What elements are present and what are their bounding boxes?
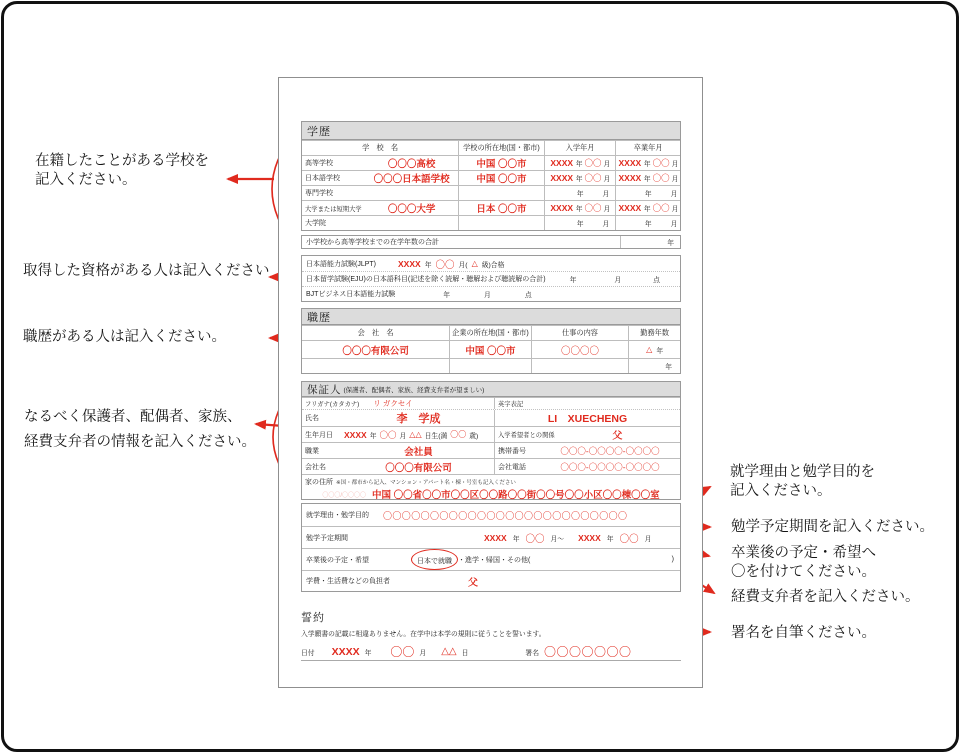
day-unit: 日 [461,649,469,657]
year-unit: 年 [665,364,672,371]
col-header-job: 仕事の内容 [531,326,628,340]
signature-value: 〇〇〇〇〇〇〇 [544,645,632,659]
year-unit: 年 [369,432,377,440]
annotation-line: 取得した資格がある人は記入ください [23,263,270,279]
annotation-line: 記入ください。 [730,482,832,499]
annotation-line: 職歴がある人は記入ください。 [23,329,226,345]
company-location-value: 中国 〇〇市 [465,345,516,357]
month-unit: 月 [602,191,610,198]
table-row [302,358,680,373]
total-years-unit: 年 [620,236,680,248]
table-row [302,340,680,358]
grad-month: 〇〇 [652,173,670,183]
period-row [302,526,680,548]
month-from-unit: 月～ [550,535,565,543]
col-header-school-location: 学校の所在地(国・都市) [458,141,544,155]
year-unit: 年 [512,535,520,543]
month-unit: 月 [614,277,622,284]
month-unit: 月 [671,176,679,183]
section-title-work: 職歴 [302,309,680,325]
entry-month: 〇〇 [584,173,602,183]
guarantor-company-label: 会社名 [305,463,326,471]
address-value: 中国 〇〇省〇〇市〇〇区〇〇路〇〇街〇〇号〇〇小区〇〇棟〇〇室 [372,490,660,501]
row-label: 高等学校 [305,160,333,167]
total-years-row [301,235,681,249]
reason-row [302,504,680,526]
pledge-date-row [301,643,681,661]
application-form-page [278,77,703,688]
year-unit: 年 [575,161,583,168]
annotation-line: 署名を自筆ください。 [731,625,876,641]
year-unit: 年 [644,221,652,228]
col-header-company: 会 社 名 [357,328,394,337]
point-unit: 点 [653,277,660,284]
roman-label: 英字表記 [497,401,524,408]
table-row [302,185,680,200]
annotation-line: 経費支弁者を記入ください。 [731,589,920,605]
company-value: 〇〇〇有限公司 [342,345,409,357]
year-unit: 年 [656,347,664,355]
year-unit: 年 [643,206,651,213]
month-unit: 月 [602,221,610,228]
after-graduation-row [302,548,680,570]
section-guarantor [301,381,681,500]
year-unit: 年 [443,292,451,299]
guarantor-roman-value: LI XUECHENG [547,412,628,425]
annotation-payer [731,588,920,607]
mobile-label: 携帯番号 [497,447,526,455]
month-unit: 月 [399,432,407,440]
row-label: 大学または短期大学 [305,205,362,213]
month-unit: 月 [484,292,491,299]
year-unit: 年 [424,261,432,269]
address-row [302,474,680,499]
year-unit: 年 [575,206,583,213]
birth-age: 〇〇 [450,430,467,439]
annotation-line: 在籍したことがある学校を [35,153,209,169]
annotation-guarantor [24,405,256,455]
birth-year: XXXX [344,429,367,440]
payer-label: 学費・生活費などの負担者 [306,578,390,585]
eju-row [302,271,680,286]
years-value: △ [646,345,653,354]
grad-year: XXXX [618,203,642,213]
col-header-school-name: 学 校 名 [362,143,399,152]
birth-age-close: 歳) [469,432,479,440]
entry-year: XXXX [550,158,574,168]
table-row [302,155,680,170]
bjt-row [302,286,680,301]
col-header-grad-date: 卒業年月 [615,141,680,155]
school-location-value: 中国 〇〇市 [476,159,527,170]
jlpt-row [302,256,680,271]
table-row [302,200,680,215]
relation-value: 父 [612,431,623,442]
pledge-text: 入学願書の記載に相違ありません。在学中は本学の規則に従うことを誓います。 [301,631,546,638]
annotation-line: 勉学予定期間を記入ください。 [731,519,934,535]
year-unit: 年 [643,161,651,168]
col-header-company-location: 企業の所在地(国・都市) [449,326,531,340]
grad-month: 〇〇 [652,158,670,168]
entry-month: 〇〇 [584,203,602,213]
pledge-title: 誓約 [301,612,325,624]
month-unit: 月 [670,221,678,228]
jlpt-paren: 月( [458,261,468,269]
address-faint-hint: 〇〇〇/〇〇〇〇 [322,492,367,499]
reason-value: 〇〇〇〇〇〇〇〇〇〇〇〇〇〇〇〇〇〇〇〇〇〇〇〇〇〇 [383,510,628,521]
month-unit: 月 [603,206,611,213]
pledge-day: △△ [441,646,457,657]
birth-age-open: 日生(満 [424,432,448,440]
grad-year: XXXX [618,173,642,183]
col-header-entry-date: 入学年月 [544,141,616,155]
after-label: 卒業後の予定・希望 [306,556,369,564]
annotation-line: 就学理由と勉学目的を [730,464,875,480]
pledge-month: 〇〇 [390,645,415,659]
row-label: 専門学校 [305,190,333,197]
after-options: ・進学・帰国・その他( [458,556,531,564]
section-academic-history [301,121,681,231]
month-unit: 月 [603,161,611,168]
school-name-value: 〇〇〇日本語学校 [373,174,450,185]
jlpt-pass: 級)合格 [481,261,505,269]
guarantor-name-value: 李 学成 [396,413,441,425]
jlpt-year: XXXX [398,258,421,269]
annotation-line: 経費支弁者の情報を記入ください。 [24,433,256,450]
period-from-year: XXXX [484,532,507,543]
month-unit: 月 [670,191,678,198]
month-unit: 月 [644,535,652,543]
period-label: 勉学予定期間 [306,534,348,542]
school-location-value: 日本 〇〇市 [476,204,527,215]
annotation-reason [730,463,875,500]
relation-label: 入学希望者との関係 [497,432,555,439]
mobile-value: 〇〇〇-〇〇〇〇-〇〇〇〇 [560,445,660,456]
jlpt-level: △ [471,259,478,268]
school-name-value: 〇〇〇高校 [387,159,436,170]
payer-row [302,570,680,591]
annotation-line: 卒業後の予定・希望へ [731,545,876,561]
year-unit: 年 [643,176,651,183]
address-label: 家の住所 [305,479,333,486]
period-to-month: 〇〇 [619,533,639,545]
occupation-label: 職業 [305,447,319,455]
year-unit: 年 [576,191,584,198]
entry-month: 〇〇 [584,158,602,168]
year-unit: 年 [644,191,652,198]
tel-label: 会社電話 [497,463,526,471]
total-years-label: 小学校から高等学校までの在学年数の合計 [306,239,439,246]
after-paren-close: ) [671,556,674,563]
annotation-after-graduation [731,544,876,581]
section-study-plan [301,503,681,592]
row-label: 日本語学校 [305,175,340,182]
tel-value: 〇〇〇-〇〇〇〇-〇〇〇〇 [560,461,660,472]
reason-label: 就学理由・勉学目的 [306,512,369,519]
annotation-line: なるべく保護者、配偶者、家族、 [24,409,242,425]
pledge-year: XXXX [331,645,360,658]
furigana-value: リ ガクセイ [373,399,413,408]
after-circled-choice: 日本で就職 [417,558,452,565]
section-pledge [301,609,681,661]
col-header-years: 勤務年数 [628,326,680,340]
job-content-value: 〇〇〇〇 [561,345,600,357]
table-row [302,170,680,185]
occupation-value: 会社員 [404,446,433,458]
annotation-school-history [35,152,209,189]
grad-month: 〇〇 [652,203,670,213]
bjt-label: BJTビジネス日本語能力試験 [306,291,396,298]
section-title-guarantor: 保証人 [307,383,342,396]
period-from-month: 〇〇 [525,533,545,545]
year-unit: 年 [575,176,583,183]
section-title-academic: 学歴 [302,122,680,140]
guarantor-title-note: (保護者、配偶者、家族、経費支弁者が望ましい) [343,386,485,394]
month-unit: 月 [603,176,611,183]
jlpt-month: 〇〇 [435,259,455,271]
year-unit: 年 [606,535,614,543]
year-unit: 年 [576,221,584,228]
entry-year: XXXX [550,203,574,213]
annotation-line: 記入ください。 [35,171,137,188]
grad-year: XXXX [618,158,642,168]
month-unit: 月 [671,161,679,168]
payer-value: 父 [468,577,478,589]
guarantor-company-value: 〇〇〇有限公司 [385,462,452,474]
year-unit: 年 [569,277,577,284]
year-unit: 年 [364,649,372,657]
jlpt-label: 日本語能力試験(JLPT) [306,260,376,268]
birth-label: 生年月日 [305,431,333,439]
annotation-line: 〇を付けてください。 [731,563,876,580]
eju-label: 日本留学試験(EJU)の日本語科目(記述を除く読解・聴解および聴読解の合計) [306,276,546,283]
annotation-qualifications [23,262,270,281]
school-location-value: 中国 〇〇市 [476,174,527,185]
name-label: 氏名 [305,415,319,422]
annotation-period [731,518,934,537]
entry-year: XXXX [550,173,574,183]
point-unit: 点 [524,292,532,299]
signature-label: 署名 [525,649,539,657]
birth-month: 〇〇 [379,429,397,440]
furigana-label: フリガナ(カタカナ) [305,401,360,408]
annotation-work-history [23,328,226,347]
date-label: 日付 [301,649,315,657]
section-qualifications [301,255,681,302]
address-note: ※国・都市から記入、マンション・アパート名・棟・号室も記入ください [336,480,516,486]
period-to-year: XXXX [578,532,601,543]
row-label: 大学院 [305,220,326,227]
month-unit: 月 [419,649,427,657]
month-unit: 月 [671,206,679,213]
table-row [302,215,680,230]
section-work-history [301,308,681,374]
school-name-value: 〇〇〇大学 [387,204,436,215]
annotation-signature [731,624,876,643]
birth-day: △△ [409,430,422,439]
